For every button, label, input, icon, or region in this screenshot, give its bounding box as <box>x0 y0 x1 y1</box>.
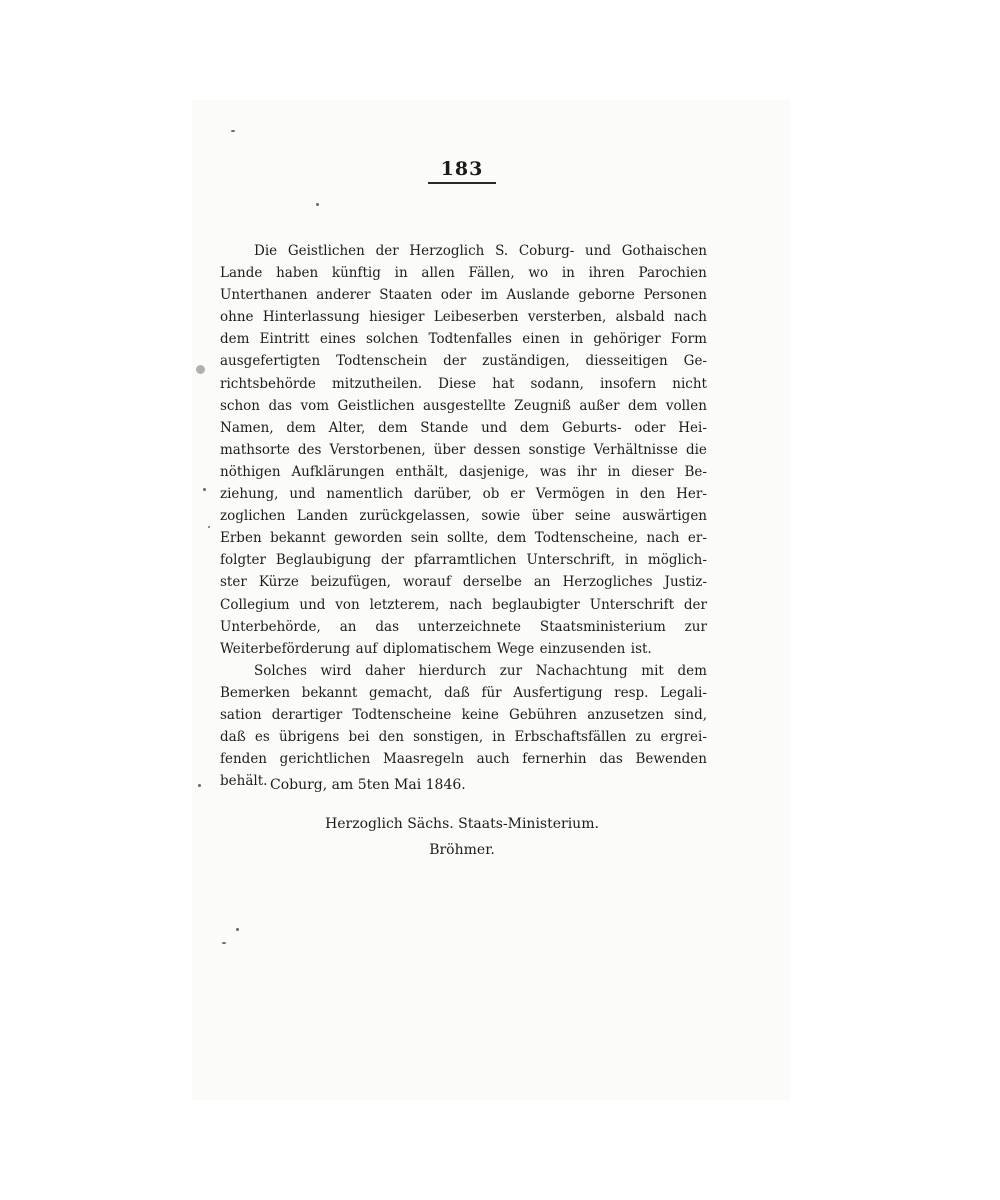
word: Gothaischen <box>621 243 707 259</box>
word: nach <box>673 309 707 326</box>
text-line <box>220 240 707 262</box>
word: und <box>299 596 326 613</box>
word: Wege <box>496 640 535 657</box>
text-line <box>220 395 707 417</box>
word: Coburg- <box>518 243 575 259</box>
word: sonstige <box>528 441 586 458</box>
word: sowie <box>481 508 521 525</box>
word: ob <box>482 486 500 503</box>
word: Solches <box>254 662 307 679</box>
word: Todtenfalles <box>428 331 512 348</box>
word: der <box>375 243 399 259</box>
word: Beglaubigung <box>275 552 372 569</box>
word: Todtenscheine <box>352 706 452 723</box>
word: das <box>599 751 623 768</box>
word: ziehung, <box>220 486 279 503</box>
word: Vermögen <box>535 486 605 503</box>
word: Geburts- <box>562 419 622 436</box>
word: und <box>289 486 316 503</box>
word: bei <box>348 729 370 746</box>
word: Weiterbeförderung <box>220 640 351 657</box>
word: Form <box>670 331 707 348</box>
word: ohne <box>220 309 254 326</box>
text-line <box>220 726 707 748</box>
scan-speck <box>316 203 319 206</box>
word: Staatsministerium <box>539 618 666 635</box>
word: Die <box>254 243 278 259</box>
scan-speck <box>231 130 235 132</box>
word: das <box>375 618 399 635</box>
page-number-rule <box>428 182 496 184</box>
word: seine <box>574 508 611 525</box>
word: versterben, <box>527 309 607 326</box>
word: solchen <box>365 331 419 348</box>
word: Nachachtung <box>535 662 628 679</box>
word: Kürze <box>258 574 299 591</box>
word: an <box>533 574 551 591</box>
word: Staaten <box>379 287 433 304</box>
word: diplomatischem <box>382 640 492 657</box>
word: Unterbehörde, <box>220 618 321 635</box>
word: dem <box>286 419 316 436</box>
word: in <box>561 265 575 282</box>
word: Zeugniß <box>514 397 571 414</box>
word: er <box>510 486 525 503</box>
word: und <box>585 243 612 259</box>
text-line <box>220 571 707 593</box>
word: dasjenige, <box>459 463 529 480</box>
word: für <box>481 684 502 701</box>
word: künftig <box>331 265 381 282</box>
word: Gebühren <box>509 706 577 723</box>
word: es <box>254 729 270 746</box>
word: gemacht, <box>369 684 433 701</box>
word: mathsorte <box>220 441 290 458</box>
word: Unterschrift <box>589 596 675 613</box>
word: Herzoglich <box>409 243 485 259</box>
word: zurückgelassen, <box>359 508 470 525</box>
word: Fällen, <box>468 265 515 282</box>
word: Todtenschein <box>336 353 428 370</box>
word: unterzeichnete <box>417 618 521 635</box>
word: sollte, <box>447 530 489 547</box>
text-line <box>220 262 707 284</box>
word: keine <box>461 706 499 723</box>
text-line <box>220 682 707 704</box>
word: zuständigen, <box>482 353 570 370</box>
word: Unterthanen <box>220 287 308 304</box>
word: zu <box>635 729 652 746</box>
word: Leibeserben <box>433 309 519 326</box>
word: einzusenden <box>539 640 626 657</box>
word: dem <box>519 419 550 436</box>
word: außer <box>579 397 620 414</box>
word: mit <box>641 662 664 679</box>
word: in <box>570 331 584 348</box>
word: nöthigen <box>220 463 281 480</box>
word: in <box>492 729 506 746</box>
word: hat <box>492 375 515 392</box>
word: auswärtigen <box>622 508 707 525</box>
word: dessen <box>473 441 521 458</box>
word: richtsbehörde <box>220 375 316 392</box>
word: dem <box>677 662 707 679</box>
word: ergrei- <box>660 729 707 746</box>
word: in <box>394 265 408 282</box>
word: bekannt <box>301 684 358 701</box>
word: Be- <box>684 463 707 480</box>
text-line <box>220 549 707 571</box>
word: Hinterlassung <box>262 309 360 326</box>
text-line <box>220 483 707 505</box>
word: möglich- <box>647 552 707 569</box>
text-line <box>220 284 707 306</box>
word: daher <box>365 662 405 679</box>
word: hiesiger <box>369 309 425 326</box>
word: insofern <box>599 375 657 392</box>
word: sonstigen, <box>413 729 484 746</box>
word: zur <box>684 618 707 635</box>
text-line <box>220 306 707 328</box>
word: Ausfertigung <box>513 684 603 701</box>
word: anderer <box>316 287 371 304</box>
word: derartiger <box>271 706 343 723</box>
word: resp. <box>614 684 649 701</box>
word: folgter <box>220 552 266 569</box>
word: geborne <box>578 287 635 304</box>
word: namentlich <box>326 486 403 503</box>
text-line <box>220 373 707 395</box>
word: was <box>539 463 567 480</box>
word: der <box>381 552 405 569</box>
word: Erben <box>220 530 262 547</box>
word: Landen <box>296 508 348 525</box>
scan-speck <box>222 942 226 944</box>
word: geworden <box>334 530 403 547</box>
word: Maasregeln <box>383 751 464 768</box>
word: übrigens <box>278 729 340 746</box>
page-number: 183 <box>440 158 484 180</box>
word: einen <box>522 331 560 348</box>
word: Geistlichen <box>337 397 415 414</box>
word: der <box>683 596 707 613</box>
scan-speck <box>198 784 201 787</box>
word: beglaubigter <box>492 596 580 613</box>
word: Aufklärungen <box>291 463 385 480</box>
word: und <box>481 419 508 436</box>
text-line <box>220 439 707 461</box>
word: nach <box>449 596 483 613</box>
word: alsbald <box>615 309 665 326</box>
word: ihren <box>588 265 625 282</box>
word: Personen <box>643 287 707 304</box>
text-line <box>220 328 707 350</box>
word: fenden <box>220 751 268 768</box>
word: von <box>335 596 360 613</box>
word: enthält, <box>395 463 449 480</box>
word: nach <box>646 530 680 547</box>
word: daß <box>220 729 246 746</box>
word: Bemerken <box>220 684 291 701</box>
word: des <box>297 441 322 458</box>
word: eines <box>319 331 356 348</box>
word: an <box>339 618 357 635</box>
word: Verstorbenen, <box>329 441 426 458</box>
word: Diese <box>438 375 477 392</box>
word: Unterschrift, <box>526 552 616 569</box>
word: Parochien <box>638 265 707 282</box>
word: ausgefertigten <box>220 353 321 370</box>
word: er- <box>687 530 707 547</box>
word: sation <box>220 706 262 723</box>
word: sodann, <box>530 375 584 392</box>
word: letzterem, <box>369 596 440 613</box>
word: Collegium <box>220 596 290 613</box>
word: im <box>480 287 498 304</box>
word: behält. <box>220 773 268 790</box>
word: dem <box>220 331 250 348</box>
word: ihr <box>577 463 597 480</box>
word: derselbe <box>462 574 522 591</box>
word: mitzutheilen. <box>331 375 423 392</box>
word: Geistlichen <box>287 243 365 259</box>
word: sind, <box>674 706 707 723</box>
word: daß <box>444 684 470 701</box>
word: in <box>615 486 629 503</box>
text-line <box>220 461 707 483</box>
text-line <box>220 505 707 527</box>
body-text <box>220 240 707 792</box>
scan-speck <box>196 365 205 374</box>
word: allen <box>421 265 455 282</box>
word: ster <box>220 574 247 591</box>
text-line <box>220 417 707 439</box>
word: vollen <box>665 397 707 414</box>
word: Eintritt <box>259 331 310 348</box>
word: dieser <box>631 463 674 480</box>
word: zoglichen <box>220 508 286 525</box>
word: Verhältnisse <box>593 441 678 458</box>
word: wo <box>528 265 549 282</box>
word: in <box>607 463 621 480</box>
word: Lande <box>220 265 263 282</box>
text-line <box>220 748 707 770</box>
word: Ge- <box>683 353 707 370</box>
word: gehöriger <box>593 331 661 348</box>
word: schon <box>220 397 261 414</box>
dateline: Coburg, am 5ten Mai 1846. <box>270 777 466 793</box>
word: worauf <box>402 574 451 591</box>
text-line <box>220 616 707 638</box>
text-line <box>220 638 707 660</box>
word: ist. <box>630 640 652 657</box>
word: ausgestellte <box>422 397 506 414</box>
word: Alter, <box>328 419 366 436</box>
word: diesseitigen <box>585 353 668 370</box>
word: den <box>378 729 404 746</box>
word: darüber, <box>413 486 472 503</box>
word: beizufügen, <box>310 574 391 591</box>
text-line <box>220 704 707 726</box>
word: Hei- <box>678 419 707 436</box>
word: hierdurch <box>418 662 487 679</box>
word: die <box>685 441 707 458</box>
word: wird <box>320 662 352 679</box>
word: den <box>639 486 666 503</box>
text-line <box>220 594 707 616</box>
word: Legali- <box>660 684 707 701</box>
word: bekannt <box>270 530 326 547</box>
text-line <box>220 660 707 682</box>
word: S. <box>495 243 509 259</box>
word: Todtenscheine, <box>534 530 639 547</box>
signature-name: Bröhmer. <box>429 842 495 858</box>
word: pfarramtlichen <box>414 552 517 569</box>
word: oder <box>634 419 666 436</box>
word: über <box>433 441 466 458</box>
word: anzusetzen <box>587 706 664 723</box>
word: Herzogliches <box>562 574 653 591</box>
word: Erbschaftsfällen <box>514 729 627 746</box>
word: in <box>624 552 638 569</box>
word: Justiz- <box>664 574 707 591</box>
word: auch <box>476 751 510 768</box>
scan-speck <box>203 488 206 491</box>
word: oder <box>440 287 472 304</box>
word: Bewenden <box>635 751 707 768</box>
word: Her- <box>676 486 707 503</box>
word: dem <box>378 419 408 436</box>
word: über <box>531 508 564 525</box>
word: nicht <box>672 375 707 392</box>
word: Stande <box>420 419 469 436</box>
word: das <box>268 397 293 414</box>
word: gerichtlichen <box>279 751 371 768</box>
word: Namen, <box>220 419 274 436</box>
word: dem <box>496 530 527 547</box>
word: fernerhin <box>522 751 587 768</box>
word: zur <box>499 662 523 679</box>
word: auf <box>355 640 378 657</box>
word: dem <box>627 397 658 414</box>
text-line <box>220 350 707 372</box>
signature-authority: Herzoglich Sächs. Staats-Ministerium. <box>325 816 599 832</box>
scan-speck <box>208 526 210 528</box>
text-line <box>220 527 707 549</box>
word: haben <box>276 265 319 282</box>
scan-speck <box>236 928 239 931</box>
word: sein <box>410 530 439 547</box>
word: Auslande <box>506 287 570 304</box>
word: vom <box>300 397 330 414</box>
word: der <box>443 353 467 370</box>
